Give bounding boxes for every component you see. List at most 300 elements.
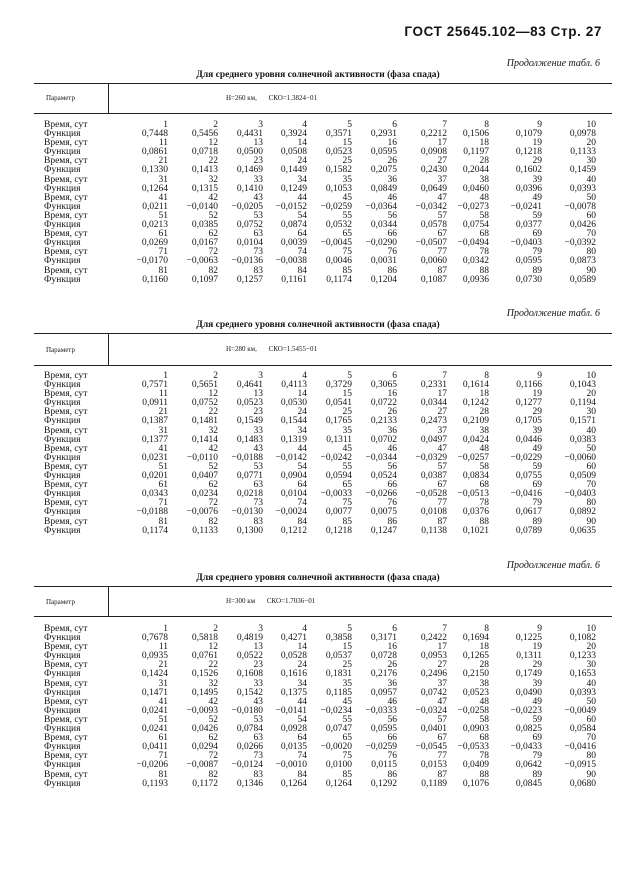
value-cell: 0,2150	[462, 669, 489, 680]
value-cell: −0,0528	[415, 489, 447, 500]
value-cell: −0,0329	[415, 452, 447, 463]
time-cell: 8	[484, 120, 489, 130]
time-cell: 63	[253, 733, 263, 744]
time-cell: 65	[342, 229, 352, 240]
value-cell: −0,0257	[457, 452, 489, 463]
value-cell: 0,0523	[236, 398, 263, 409]
value-cell: 0,2496	[420, 669, 447, 680]
time-cell: 33	[253, 425, 263, 436]
value-cell: 0,0077	[325, 507, 352, 518]
time-cell: 36	[387, 425, 397, 436]
param-header: Параметр	[46, 94, 75, 102]
value-cell: 0,1021	[462, 525, 489, 536]
value-cell: 0,0509	[569, 471, 596, 482]
time-row-label: Время, сут	[44, 714, 88, 725]
value-cell: 0,3171	[370, 633, 397, 644]
value-cell: 0,0383	[569, 434, 596, 445]
time-cell: 31	[158, 678, 168, 689]
time-cell: 70	[586, 229, 596, 240]
value-cell: 0,0234	[191, 489, 218, 500]
time-cell: 90	[586, 265, 596, 276]
time-cell: 30	[586, 407, 596, 418]
value-cell: 0,0680	[569, 778, 596, 789]
time-cell: 71	[158, 751, 168, 762]
time-cell: 45	[342, 696, 352, 707]
time-cell: 17	[437, 642, 447, 653]
value-cell: 0,2473	[420, 416, 447, 427]
value-cell: 0,1481	[191, 416, 218, 427]
value-cell: 0,3065	[370, 380, 397, 391]
value-cell: −0,0266	[365, 489, 397, 500]
time-cell: 85	[342, 265, 352, 276]
table-top-rule	[34, 83, 612, 84]
time-cell: 89	[532, 769, 542, 780]
function-row-label: Функция	[44, 220, 81, 231]
value-cell: 0,1608	[236, 669, 263, 680]
value-cell: 0,0541	[325, 398, 352, 409]
time-cell: 7	[442, 371, 447, 381]
value-cell: 0,0595	[370, 147, 397, 158]
time-cell: 11	[158, 389, 168, 400]
value-cell: −0,0093	[186, 705, 218, 716]
value-cell: 0,1043	[569, 380, 596, 391]
value-cell: 0,0409	[462, 760, 489, 771]
value-cell: 0,0426	[191, 724, 218, 735]
time-cell: 53	[253, 714, 263, 725]
time-cell: 26	[387, 156, 397, 167]
time-cell: 59	[532, 714, 542, 725]
value-cell: 0,0075	[370, 507, 397, 518]
time-row-label: Время, сут	[44, 480, 88, 491]
time-cell: 61	[158, 480, 168, 491]
value-cell: 0,0771	[236, 471, 263, 482]
value-cell: 0,1614	[462, 380, 489, 391]
time-cell: 60	[586, 461, 596, 472]
value-cell: −0,0033	[320, 489, 352, 500]
time-cell: 3	[258, 371, 263, 381]
time-cell: 28	[479, 156, 489, 167]
time-cell: 65	[342, 480, 352, 491]
time-cell: 40	[586, 174, 596, 185]
time-cell: 26	[387, 660, 397, 671]
time-cell: 24	[297, 407, 307, 418]
time-cell: 37	[437, 425, 447, 436]
function-row-label: Функция	[44, 742, 81, 753]
time-cell: 45	[342, 443, 352, 454]
value-cell: −0,0076	[186, 507, 218, 518]
time-cell: 77	[437, 751, 447, 762]
value-cell: 0,0754	[462, 220, 489, 231]
value-cell: 0,0393	[569, 183, 596, 194]
value-cell: −0,0494	[457, 238, 489, 249]
value-cell: 0,4641	[236, 380, 263, 391]
value-cell: 0,0490	[515, 687, 542, 698]
page-header: ГОСТ 25645.102—83 Стр. 27	[404, 24, 602, 39]
value-cell: 0,0108	[420, 507, 447, 518]
value-cell: 0,4431	[236, 129, 263, 140]
time-cell: 54	[297, 210, 307, 221]
time-cell: 37	[437, 678, 447, 689]
time-cell: 45	[342, 192, 352, 203]
value-cell: 0,0752	[191, 398, 218, 409]
value-cell: 0,1264	[280, 778, 307, 789]
time-cell: 15	[342, 389, 352, 400]
time-cell: 2	[213, 624, 218, 634]
time-cell: 14	[297, 138, 307, 149]
time-cell: 57	[437, 714, 447, 725]
time-cell: 7	[442, 120, 447, 130]
time-cell: 86	[387, 265, 397, 276]
time-cell: 8	[484, 624, 489, 634]
value-cell: 0,1831	[325, 669, 352, 680]
time-cell: 49	[532, 443, 542, 454]
time-cell: 27	[437, 660, 447, 671]
value-cell: −0,0045	[320, 238, 352, 249]
continuation-note: Продолжение табл. 6	[506, 560, 600, 571]
value-cell: 0,1053	[325, 183, 352, 194]
value-cell: 0,1174	[326, 274, 352, 285]
value-cell: 0,3924	[280, 129, 307, 140]
value-cell: 0,0344	[370, 220, 397, 231]
value-cell: 0,2044	[462, 165, 489, 176]
time-cell: 60	[586, 714, 596, 725]
value-cell: 0,1292	[370, 778, 397, 789]
time-cell: 7	[442, 624, 447, 634]
value-cell: 0,0522	[236, 651, 263, 662]
time-cell: 3	[258, 120, 263, 130]
value-cell: −0,0024	[275, 507, 307, 518]
time-cell: 87	[437, 769, 447, 780]
time-cell: 5	[347, 371, 352, 381]
time-cell: 22	[208, 407, 218, 418]
time-cell: 70	[586, 480, 596, 491]
time-cell: 71	[158, 498, 168, 509]
value-cell: 0,0446	[515, 434, 542, 445]
value-cell: 0,0523	[325, 147, 352, 158]
value-cell: 0,1185	[326, 687, 352, 698]
time-cell: 66	[387, 733, 397, 744]
time-cell: 84	[297, 769, 307, 780]
time-cell: 8	[484, 371, 489, 381]
value-cell: 0,0266	[236, 742, 263, 753]
value-cell: 0,0104	[236, 238, 263, 249]
value-cell: 0,1264	[141, 183, 168, 194]
value-cell: 0,1082	[569, 633, 596, 644]
time-cell: 9	[537, 624, 542, 634]
time-cell: 62	[208, 480, 218, 491]
time-cell: 76	[387, 498, 397, 509]
value-cell: 0,1602	[515, 165, 542, 176]
value-cell: −0,0110	[186, 452, 218, 463]
time-cell: 4	[302, 120, 307, 130]
time-cell: 67	[437, 733, 447, 744]
time-cell: 67	[437, 229, 447, 240]
function-row-label: Функция	[44, 471, 81, 482]
time-cell: 78	[479, 247, 489, 258]
value-cell: 0,1138	[421, 525, 447, 536]
table-rows	[44, 372, 624, 536]
function-row-label: Функция	[44, 238, 81, 249]
value-cell: 0,1410	[236, 183, 263, 194]
time-cell: 72	[208, 751, 218, 762]
value-cell: −0,0049	[564, 705, 596, 716]
value-cell: 0,0100	[325, 760, 352, 771]
time-cell: 64	[297, 733, 307, 744]
value-cell: 0,1483	[236, 434, 263, 445]
time-cell: 64	[297, 229, 307, 240]
value-cell: 0,1459	[569, 165, 596, 176]
time-cell: 20	[586, 138, 596, 149]
value-cell: 0,0834	[462, 471, 489, 482]
time-cell: 29	[532, 407, 542, 418]
value-cell: 0,0241	[141, 705, 168, 716]
value-cell: −0,0915	[564, 760, 596, 771]
value-cell: 0,0722	[370, 398, 397, 409]
time-row-label: Время, сут	[44, 696, 88, 707]
value-cell: 0,0460	[462, 183, 489, 194]
value-cell: 0,0874	[280, 220, 307, 231]
time-cell: 27	[437, 407, 447, 418]
value-cell: −0,0152	[275, 201, 307, 212]
time-cell: 34	[297, 174, 307, 185]
time-cell: 47	[437, 696, 447, 707]
time-row-label: Время, сут	[44, 247, 88, 258]
value-cell: 0,1765	[325, 416, 352, 427]
time-cell: 1	[163, 120, 168, 130]
time-row-label: Время, сут	[44, 498, 88, 509]
time-cell: 28	[479, 407, 489, 418]
value-cell: 0,0911	[142, 398, 168, 409]
time-cell: 67	[437, 480, 447, 491]
time-cell: 88	[479, 769, 489, 780]
time-cell: 42	[208, 443, 218, 454]
value-cell: 0,0167	[191, 238, 218, 249]
time-cell: 33	[253, 678, 263, 689]
time-cell: 33	[253, 174, 263, 185]
time-cell: 46	[387, 443, 397, 454]
value-cell: 0,2176	[370, 669, 397, 680]
value-cell: −0,0533	[457, 742, 489, 753]
value-cell: 0,0231	[141, 452, 168, 463]
value-cell: 0,0213	[141, 220, 168, 231]
value-cell: 0,1582	[325, 165, 352, 176]
time-cell: 55	[342, 210, 352, 221]
time-cell: 29	[532, 660, 542, 671]
time-cell: 34	[297, 425, 307, 436]
value-cell: 0,1189	[421, 778, 447, 789]
value-cell: 0,4113	[281, 380, 307, 391]
time-cell: 78	[479, 498, 489, 509]
value-cell: 0,1526	[191, 669, 218, 680]
time-cell: 4	[302, 371, 307, 381]
table-header-rule	[34, 616, 612, 617]
value-cell: 0,5651	[191, 380, 218, 391]
time-cell: 21	[158, 156, 168, 167]
time-cell: 50	[586, 696, 596, 707]
value-cell: 0,1653	[569, 669, 596, 680]
time-cell: 38	[479, 174, 489, 185]
time-cell: 77	[437, 247, 447, 258]
time-cell: 43	[253, 696, 263, 707]
value-cell: 0,2075	[370, 165, 397, 176]
value-cell: 0,1242	[462, 398, 489, 409]
value-cell: 0,2212	[420, 129, 447, 140]
value-cell: 0,1506	[462, 129, 489, 140]
time-cell: 70	[586, 733, 596, 744]
time-cell: 63	[253, 229, 263, 240]
time-cell: 12	[208, 642, 218, 653]
time-cell: 42	[208, 192, 218, 203]
time-cell: 16	[387, 138, 397, 149]
value-cell: 0,0342	[462, 256, 489, 267]
time-cell: 39	[532, 425, 542, 436]
value-cell: −0,0416	[564, 742, 596, 753]
altitude-header	[0, 597, 636, 605]
function-row-label: Функция	[44, 633, 81, 644]
time-cell: 64	[297, 480, 307, 491]
value-cell: 0,1469	[236, 165, 263, 176]
value-cell: 0,0892	[569, 507, 596, 518]
value-cell: 0,1174	[142, 525, 168, 536]
time-cell: 79	[532, 247, 542, 258]
value-cell: 0,1193	[142, 778, 168, 789]
function-row-label: Функция	[44, 434, 81, 445]
time-cell: 22	[208, 660, 218, 671]
time-cell: 72	[208, 247, 218, 258]
time-row-label: Время, сут	[44, 138, 88, 149]
time-row-label: Время, сут	[44, 120, 88, 130]
time-cell: 15	[342, 138, 352, 149]
value-cell: 0,5456	[191, 129, 218, 140]
time-cell: 5	[347, 120, 352, 130]
value-cell: 0,0742	[420, 687, 447, 698]
value-cell: −0,0020	[320, 742, 352, 753]
table-top-rule	[34, 333, 612, 334]
value-cell: 0,0115	[371, 760, 397, 771]
time-cell: 35	[342, 425, 352, 436]
time-cell: 37	[437, 174, 447, 185]
time-cell: 85	[342, 769, 352, 780]
time-cell: 1	[163, 371, 168, 381]
time-cell: 25	[342, 156, 352, 167]
value-cell: −0,0403	[510, 238, 542, 249]
value-cell: −0,0038	[275, 256, 307, 267]
table-rows	[44, 625, 624, 789]
time-cell: 63	[253, 480, 263, 491]
value-cell: 0,4271	[280, 633, 307, 644]
function-row-label: Функция	[44, 416, 81, 427]
time-cell: 9	[537, 120, 542, 130]
value-cell: 0,0752	[236, 220, 263, 231]
value-cell: 0,1311	[326, 434, 352, 445]
value-cell: 0,1277	[515, 398, 542, 409]
value-cell: 0,0728	[370, 651, 397, 662]
value-cell: 0,2430	[420, 165, 447, 176]
time-cell: 76	[387, 247, 397, 258]
value-cell: 0,0584	[569, 724, 596, 735]
time-cell: 61	[158, 229, 168, 240]
value-cell: −0,0130	[231, 507, 263, 518]
time-cell: 58	[479, 714, 489, 725]
value-cell: 0,1346	[236, 778, 263, 789]
value-cell: −0,0324	[415, 705, 447, 716]
time-cell: 82	[208, 769, 218, 780]
value-cell: −0,0290	[365, 238, 397, 249]
value-cell: 0,0589	[569, 274, 596, 285]
time-cell: 32	[208, 174, 218, 185]
time-cell: 81	[158, 265, 168, 276]
value-cell: 0,1375	[280, 687, 307, 698]
value-cell: −0,0142	[275, 452, 307, 463]
value-cell: −0,0507	[415, 238, 447, 249]
time-cell: 53	[253, 461, 263, 472]
value-cell: −0,0206	[136, 760, 168, 771]
value-cell: 0,0861	[141, 147, 168, 158]
time-cell: 46	[387, 192, 397, 203]
time-cell: 13	[253, 389, 263, 400]
value-cell: 0,1247	[370, 525, 397, 536]
table-rows	[44, 121, 624, 285]
table-title: Для среднего уровня солнечной активности (фаза спада)	[196, 573, 440, 583]
value-cell: 0,1414	[191, 434, 218, 445]
time-cell: 49	[532, 696, 542, 707]
value-cell: 0,0135	[280, 742, 307, 753]
time-cell: 58	[479, 210, 489, 221]
time-cell: 51	[158, 461, 168, 472]
time-cell: 32	[208, 425, 218, 436]
time-cell: 68	[479, 480, 489, 491]
table-title: Для среднего уровня солнечной активности (фаза спада)	[196, 320, 440, 330]
time-cell: 42	[208, 696, 218, 707]
value-cell: 0,0594	[325, 471, 352, 482]
function-row-label: Функция	[44, 724, 81, 735]
time-cell: 69	[532, 733, 542, 744]
value-cell: 0,1542	[236, 687, 263, 698]
value-cell: 0,1204	[370, 274, 397, 285]
value-cell: 0,0635	[569, 525, 596, 536]
time-cell: 6	[392, 371, 397, 381]
time-cell: 32	[208, 678, 218, 689]
value-cell: 0,7571	[141, 380, 168, 391]
time-cell: 86	[387, 769, 397, 780]
time-cell: 22	[208, 156, 218, 167]
param-header: Параметр	[46, 346, 75, 354]
time-cell: 59	[532, 210, 542, 221]
value-cell: 0,0761	[191, 651, 218, 662]
table-header-rule	[34, 113, 612, 114]
value-cell: −0,0259	[365, 742, 397, 753]
value-cell: 0,0104	[280, 489, 307, 500]
value-cell: 0,0497	[420, 434, 447, 445]
time-row-label: Время, сут	[44, 389, 88, 400]
value-cell: −0,0188	[231, 452, 263, 463]
value-cell: −0,0060	[564, 452, 596, 463]
altitude-label: H=260 км,	[226, 94, 257, 102]
value-cell: 0,3571	[325, 129, 352, 140]
sko-label: СКО=1.3824−01	[268, 94, 317, 102]
time-row-label: Время, сут	[44, 678, 88, 689]
function-row-label: Функция	[44, 778, 81, 789]
table-title: Для среднего уровня солнечной активности (фаза спада)	[196, 70, 440, 80]
value-cell: −0,0433	[510, 742, 542, 753]
time-cell: 75	[342, 498, 352, 509]
value-cell: 0,0269	[141, 238, 168, 249]
time-cell: 74	[297, 498, 307, 509]
value-cell: 0,0385	[191, 220, 218, 231]
time-cell: 14	[297, 642, 307, 653]
value-cell: 0,1705	[515, 416, 542, 427]
time-cell: 89	[532, 265, 542, 276]
